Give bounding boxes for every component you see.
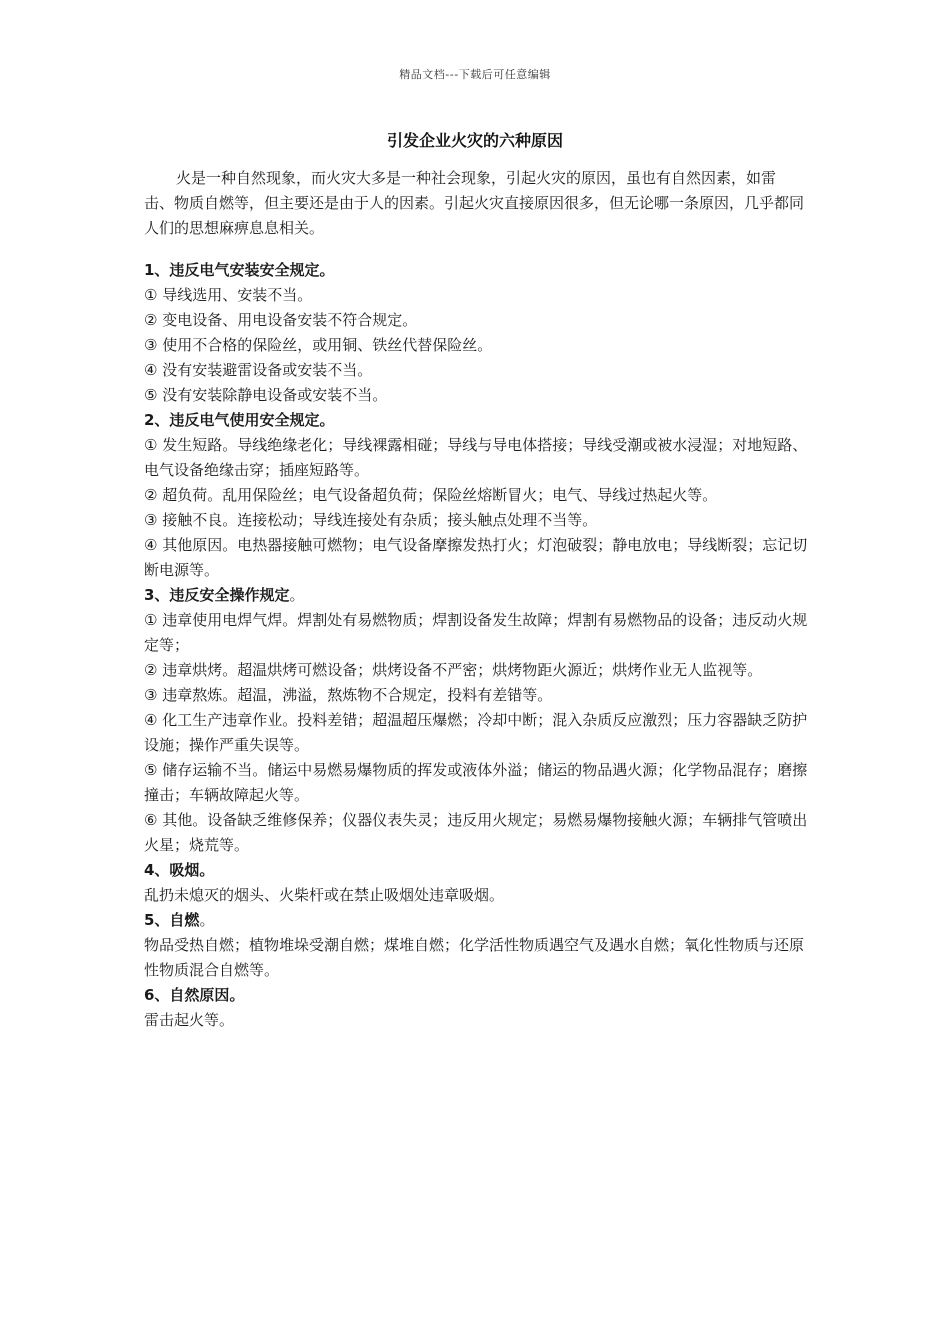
document-body xyxy=(144,258,814,1033)
list-item: ④ 没有安装避雷设备或安装不当。 xyxy=(144,361,373,379)
section-heading-3-row xyxy=(144,583,814,608)
section-heading-3-suffix: 。 xyxy=(289,586,305,604)
section-heading-3: 3、违反安全操作规定 xyxy=(144,586,290,604)
page-header-note: 精品文档---下载后可任意编辑 xyxy=(399,68,551,81)
section-heading-4: 4、吸烟。 xyxy=(144,861,215,879)
intro-paragraph: 火是一种自然现象，而火灾大多是一种社会现象，引起火灾的原因，虽也有自然因素，如雷击、物质自燃等，但主要还是由于人的因素。引起火灾直接原因很多，但无论哪一条原因，几乎都同人们的思想麻痹息息相关。 xyxy=(144,169,805,237)
list-item: ③ 接触不良。连接松动；导线连接处有杂质；接头触点处理不当等。 xyxy=(144,511,598,529)
list-item: ② 变电设备、用电设备安装不符合规定。 xyxy=(144,311,418,329)
list-item: ④ 其他原因。电热器接触可燃物；电气设备摩擦发热打火；灯泡破裂；静电放电；导线断裂；忘记切断电源等。 xyxy=(144,536,808,579)
section-heading-6: 6、自然原因。 xyxy=(144,986,245,1004)
section-heading-5: 5、自燃 xyxy=(144,911,200,929)
list-item: ② 违章烘烤。超温烘烤可燃设备；烘烤设备不严密；烘烤物距火源近；烘烤作业无人监视等。 xyxy=(144,661,763,679)
section-heading-1: 1、违反电气安装安全规定。 xyxy=(144,261,335,279)
section-heading-5-suffix: 。 xyxy=(199,911,215,929)
list-item: ② 超负荷。乱用保险丝；电气设备超负荷；保险丝熔断冒火；电气、导线过热起火等。 xyxy=(144,486,718,504)
document-title: 引发企业火灾的六种原因 xyxy=(386,131,563,150)
list-item: ⑤ 储存运输不当。储运中易燃易爆物质的挥发或液体外溢；储运的物品遇火源；化学物品混存；磨擦撞击；车辆故障起火等。 xyxy=(144,761,808,804)
list-item: 乱扔未熄灭的烟头、火柴杆或在禁止吸烟处违章吸烟。 xyxy=(144,886,505,904)
list-item: ④ 化工生产违章作业。投料差错；超温超压爆燃；冷却中断；混入杂质反应激烈；压力容器缺乏防护设施；操作严重失误等。 xyxy=(144,711,808,754)
list-item: ⑥ 其他。设备缺乏维修保养；仪器仪表失灵；违反用火规定；易燃易爆物接触火源；车辆排气管喷出火星；烧荒等。 xyxy=(144,811,808,854)
list-item: ① 导线选用、安装不当。 xyxy=(144,286,313,304)
list-item: ③ 使用不合格的保险丝，或用铜、铁丝代替保险丝。 xyxy=(144,336,493,354)
section-heading-2: 2、违反电气使用安全规定。 xyxy=(144,411,335,429)
list-item: ⑤ 没有安装除静电设备或安装不当。 xyxy=(144,386,388,404)
list-item: ③ 违章熬炼。超温，沸溢，熬炼物不合规定，投料有差错等。 xyxy=(144,686,553,704)
list-item: ① 违章使用电焊气焊。焊割处有易燃物质；焊割设备发生故障；焊割有易燃物品的设备；违反动火规定等； xyxy=(144,611,808,654)
list-item: 雷击起火等。 xyxy=(144,1011,235,1029)
list-item: 物品受热自燃；植物堆垛受潮自燃；煤堆自燃；化学活性物质遇空气及遇水自燃；氧化性物质与还原性物质混合自燃等。 xyxy=(144,936,805,979)
section-heading-5-row xyxy=(144,908,814,933)
list-item: ① 发生短路。导线绝缘老化；导线裸露相碰；导线与导电体搭接；导线受潮或被水浸湿；对地短路、电气设备绝缘击穿；插座短路等。 xyxy=(144,436,808,479)
